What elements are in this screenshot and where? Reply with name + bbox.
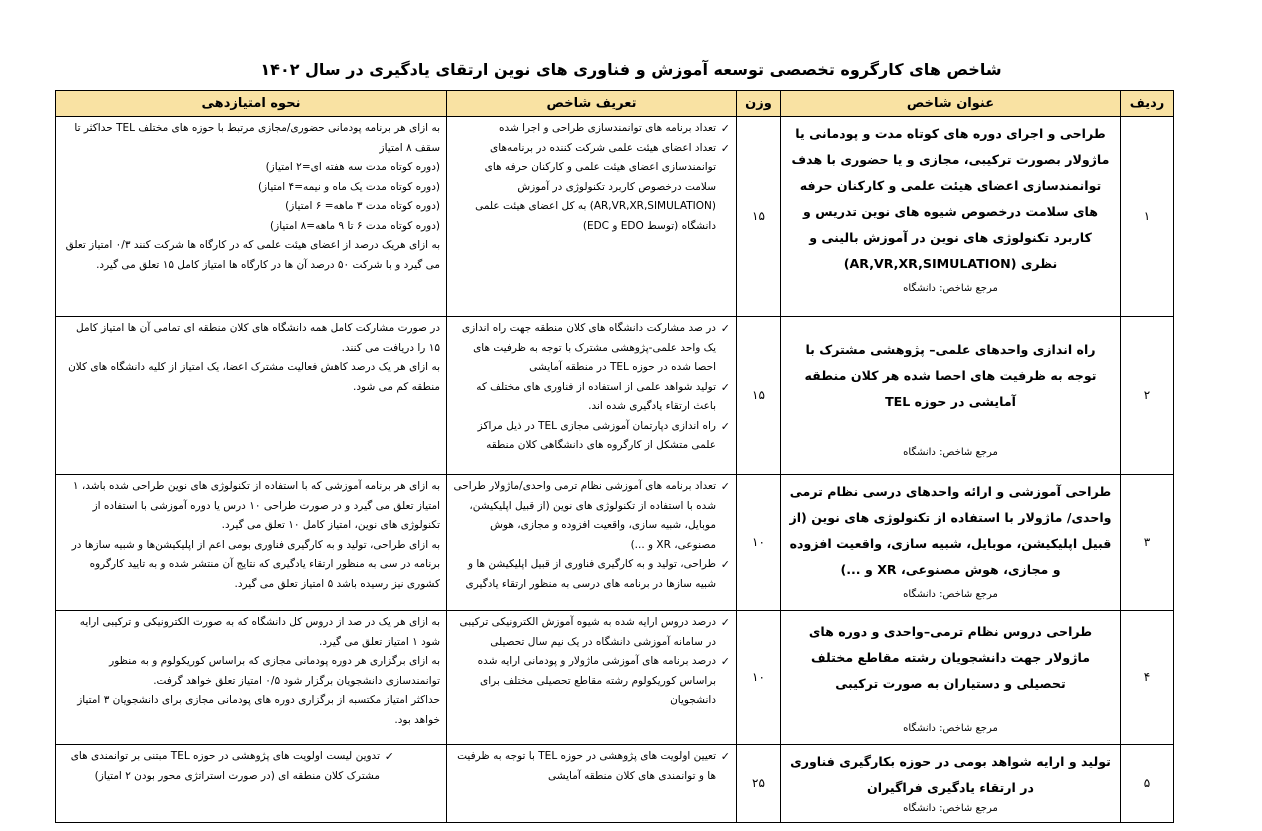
- indicator-reference: مرجع شاخص: دانشگاه: [903, 803, 998, 814]
- indicator-weight: ۱۰: [737, 475, 781, 611]
- scoring-item: ✓ تدوین لیست اولویت های پژوهشی در حوزه TEL مبتنی بر توانمندی های مشترک کلان منطقه ای (در صورت استراتژی محور بودن ۲ امتیاز): [62, 747, 380, 786]
- header-title: عنوان شاخص: [781, 91, 1121, 117]
- table-row: [56, 317, 1174, 475]
- table-row: [56, 117, 1174, 317]
- definition-cell: [447, 317, 737, 475]
- definition-list: [453, 613, 730, 711]
- header-weight: وزن: [737, 91, 781, 117]
- definition-item: ✓ راه اندازی دپارتمان آموزشی مجازی TEL در ذیل مراکز علمی متشکل از کارگروه های دانشگاهی کلان منطقه: [453, 417, 716, 456]
- indicator-title-cell: [781, 317, 1121, 475]
- scoring-line: به ازای طراحی، تولید و به کارگیری فناوری بومی اعم از اپلیکیشن‌ها و شبیه سازها در برنامه در سی به منظور ارتقاء یادگیری که نتایج آن منتشر شده و به تایید کارگروه کشوری نیز رسیده باشد ۵ امتیاز تعلق می گیرد.: [71, 538, 440, 590]
- scoring-line: به ازای هر برنامه پودمانی حضوری/مجازی مرتبط با حوزه های مختلف TEL حداکثر تا سقف ۸ امتیاز: [74, 122, 440, 154]
- definition-list: [453, 477, 730, 594]
- scoring-line: (دوره کوتاه مدت ۳ ماهه= ۶ امتیاز): [285, 200, 440, 212]
- indicator-title-cell: [781, 117, 1121, 317]
- scoring-line: به ازای برگزاری هر دوره پودمانی مجازی که براساس کوریکولوم و به منظور توانمندسازی دانشجویان برگزار شود ۰/۵ امتیاز تعلق خواهد گرفت.: [109, 655, 440, 687]
- row-number: ۵: [1121, 745, 1174, 823]
- definition-list: [453, 319, 730, 456]
- definition-cell: [447, 611, 737, 745]
- scoring-line: (دوره کوتاه مدت سه هفته ای=۲ امتیاز): [265, 161, 440, 173]
- indicator-reference: مرجع شاخص: دانشگاه: [903, 447, 998, 458]
- scoring-cell: [56, 745, 447, 823]
- indicator-reference: مرجع شاخص: دانشگاه: [903, 589, 998, 600]
- indicator-weight: ۲۵: [737, 745, 781, 823]
- row-number: ۲: [1121, 317, 1174, 475]
- indicator-title: طراحی و اجرای دوره های کوتاه مدت و پودمانی یا ماژولار بصورت ترکیبی، مجازی و یا حضوری با هدف توانمندسازی اعضای هیئت علمی و کارکنان حرفه های سلامت درخصوص شیوه های نوین تدریس و کاربرد تکنولوژی های نوین در آموزش بالینی و نظری (AR,VR,XR,SIMULATION): [791, 126, 1110, 271]
- scoring-line: به ازای هریک درصد از اعضای هیئت علمی که در کارگاه ها شرکت کنند ۰/۳ امتیاز تعلق می گیرد و با شرکت ۵۰ درصد آن ها در کارگاه ها امتیاز کامل ۱۵ تعلق می گیرد.: [65, 239, 440, 271]
- scoring-line: به ازای هر برنامه آموزشی که با استفاده از تکنولوژی های نوین طراحی شده باشد، ۱ امتیاز تعلق می گیرد و در صورت طراحی ۱۰ درس یا دوره آموزشی با استفاده از تکنولوژی های نوین، امتیاز کامل ۱۰ تعلق می گیرد.: [72, 480, 440, 531]
- row-number: ۳: [1121, 475, 1174, 611]
- scoring-line: به ازای هر یک در صد از دروس کل دانشگاه که به صورت الکترونیکی و ترکیبی ارایه شود ۱ امتیاز تعلق می گیرد.: [79, 616, 440, 648]
- definition-cell: [447, 745, 737, 823]
- definition-list: [453, 119, 730, 236]
- definition-item: ✓ درصد دروس ارایه شده به شیوه آموزش الکترونیکی ترکیبی در سامانه آموزشی دانشگاه در یک نیم سال تحصیلی: [453, 613, 716, 652]
- indicator-weight: ۱۵: [737, 317, 781, 475]
- scoring-cell: [56, 117, 447, 317]
- definition-item: ✓ تعیین اولویت های پژوهشی در حوزه TEL با توجه به ظرفیت ها و توانمندی های کلان منطقه آمایشی: [453, 747, 716, 786]
- definition-cell: [447, 117, 737, 317]
- definition-item: ✓ تعداد اعضای هیئت علمی شرکت کننده در برنامه‌های توانمندسازی اعضای هیئت علمی و کارکنان حرفه های سلامت درخصوص کاربرد تکنولوژی در آموزش (AR,VR,XR,SIMULATION) به کل اعضای هیئت علمی دانشگاه (توسط EDO و EDC): [453, 139, 716, 237]
- scoring-cell: [56, 317, 447, 475]
- scoring-cell: [56, 611, 447, 745]
- indicator-title: طراحی آموزشی و ارائه واحدهای درسی نظام ترمی واحدی/ ماژولار با استفاده از تکنولوژی های نوین (از قبیل اپلیکیشن، موبایل، شبیه سازی، واقعیت افزوده و مجازی، هوش مصنوعی، XR و ...): [789, 484, 1112, 577]
- indicator-title-cell: [781, 745, 1121, 823]
- scoring-line: حداکثر امتیاز مکتسبه از برگزاری دوره های پودمانی مجازی برای دانشجویان ۳ امتیاز خواهد بود.: [77, 694, 440, 726]
- indicator-title-cell: [781, 475, 1121, 611]
- indicator-title: طراحی دروس نظام ترمی–واحدی و دوره های ماژولار جهت دانشجویان رشته مقاطع مختلف تحصیلی و دستیاران به صورت ترکیبی: [808, 624, 1093, 691]
- indicator-title: تولید و ارایه شواهد بومی در حوزه بکارگیری فناوری در ارتقاء یادگیری فراگیران: [790, 754, 1111, 795]
- definition-list: [453, 747, 730, 786]
- header-scoring: نحوه امتیازدهی: [56, 91, 447, 117]
- scoring-line: (دوره کوتاه مدت یک ماه و نیمه=۴ امتیاز): [257, 180, 440, 193]
- definition-item: ✓ طراحی، تولید و به کارگیری فناوری از قبیل اپلیکیشن ها و شبیه سازها در برنامه های درسی به منظور ارتقاء یادگیری: [453, 555, 716, 594]
- indicator-weight: ۱۵: [737, 117, 781, 317]
- scoring-line: به ازای هر یک درصد کاهش فعالیت مشترک اعضا، یک امتیاز از کلیه دانشگاه های کلان منطقه کم می شود.: [68, 361, 440, 393]
- table-header-row: [56, 91, 1174, 117]
- scoring-list: [62, 747, 440, 786]
- definition-item: ✓ تولید شواهد علمی از استفاده از فناوری های مختلف که باعث ارتقاء یادگیری شده اند.: [453, 378, 716, 417]
- indicator-reference: مرجع شاخص: دانشگاه: [903, 723, 998, 734]
- definition-item: ✓ تعداد برنامه های آموزشی نظام ترمی واحدی/ماژولار طراحی شده با استفاده از تکنولوژی های نوین (از قبیل اپلیکیشن، موبایل، شبیه سازی، واقعیت افزوده و مجازی، هوش مصنوعی، XR و ...): [453, 477, 716, 555]
- header-definition: تعریف شاخص: [447, 91, 737, 117]
- definition-item: ✓ در صد مشارکت دانشگاه های کلان منطقه جهت راه اندازی یک واحد علمی-پژوهشی مشترک با توجه به ظرفیت های احصا شده در حوزه TEL در منطقه آمایشی: [453, 319, 716, 378]
- row-number: ۴: [1121, 611, 1174, 745]
- indicator-reference: مرجع شاخص: دانشگاه: [903, 283, 998, 294]
- table-row: [56, 745, 1174, 823]
- header-row-number: ردیف: [1121, 91, 1174, 117]
- indicator-title: راه اندازی واحدهای علمی– پژوهشی مشترک با توجه به ظرفیت های احصا شده هر کلان منطقه آمایشی در حوزه TEL: [804, 342, 1097, 409]
- indicator-title-cell: [781, 611, 1121, 745]
- table-row: [56, 475, 1174, 611]
- indicator-weight: ۱۰: [737, 611, 781, 745]
- table-row: [56, 611, 1174, 745]
- scoring-cell: [56, 475, 447, 611]
- scoring-line: در صورت مشارکت کامل همه دانشگاه های کلان منطقه ای تمامی آن ها امتیاز کامل ۱۵ را دریافت می کنند.: [76, 322, 440, 354]
- scoring-line: (دوره کوتاه مدت ۶ تا ۹ ماهه=۸ امتیاز): [270, 219, 440, 232]
- definition-item: ✓ تعداد برنامه های توانمندسازی طراحی و اجرا شده: [453, 119, 716, 139]
- definition-cell: [447, 475, 737, 611]
- indicators-table: [55, 90, 1174, 823]
- row-number: ۱: [1121, 117, 1174, 317]
- definition-item: ✓ درصد برنامه های آموزشی ماژولار و پودمانی ارایه شده براساس کوریکولوم رشته مقاطع تحصیلی مختلف برای دانشجویان: [453, 652, 716, 711]
- page-title: شاخص های کارگروه تخصصی توسعه آموزش و فناوری های نوین ارتقای یادگیری در سال ۱۴۰۲: [260, 60, 1002, 79]
